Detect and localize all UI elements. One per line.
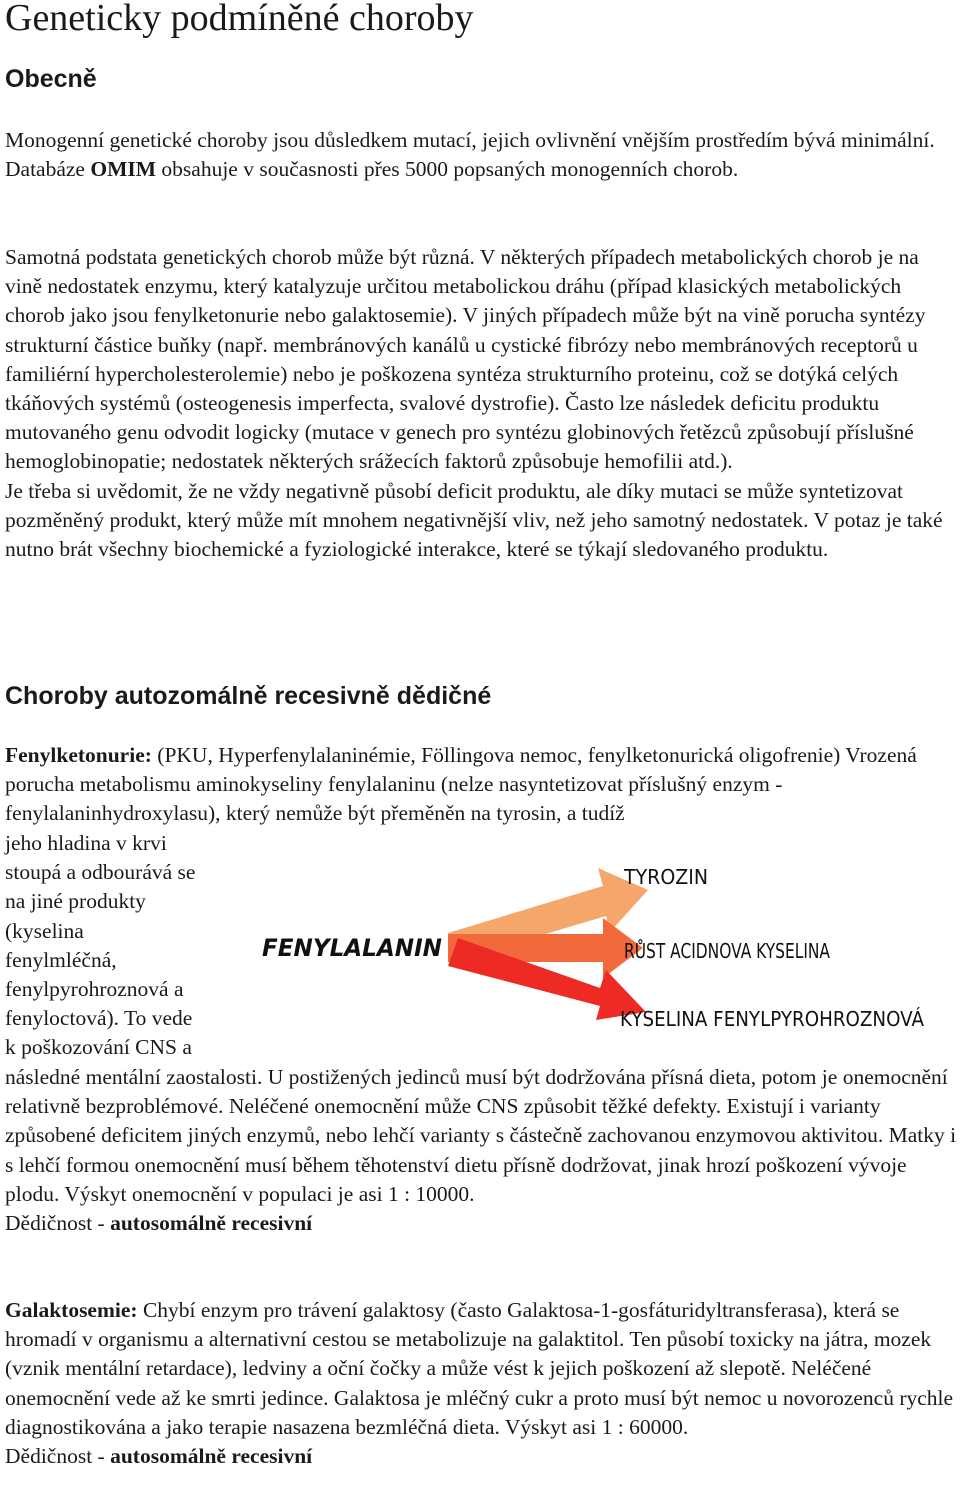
pku-wrap-line: fenylmléčná, bbox=[5, 947, 117, 972]
galactosemia-text: Chybí enzym pro trávení galaktosy (často Galaktosa-1-gosfáturidyltransferasa), která se hromadí v organismu a alternativní cestou se metabolizuje na galaktitol. Ten působí toxicky na játra, mozek (vznik mentální retardace), ledviny a oční čočky a může vést k jejich poškození až slepotě. Neléčené onemocnění vede až ke smrti jedince. Galaktosa je mléčný cukr a proto musí být nemoc u novorozenců rychle diagnostikována a jako terapie nasazena bezmléčná dieta. Výskyt asi 1 : 60000. bbox=[5, 1298, 954, 1439]
pku-wrap-line: fenylpyrohroznová a bbox=[5, 977, 184, 1002]
source-label: FENYLALANIN bbox=[262, 934, 442, 962]
section-heading-autosomal-recessive: Choroby autozomálně recesivně dědičné bbox=[5, 682, 492, 710]
galactosemia-text-block bbox=[5, 1296, 957, 1442]
paragraph-nature-text: Samotná podstata genetických chorob může být různá. V některých případech metabolických chorob je na vině nedostatek enzymu, který katalyzuje určitou metabolickou dráhu (případ klasických metabolických chorob jako jsou fenylketonurie nebo galaktosemie). V jiných případech může být na vině porucha syntézy strukturní částice buňky (např. membránových kanálů u cystické fibrózy nebo membránových receptorů u familiérní hypercholesterolemie) nebo je poškozena syntéza strukturního proteinu, což se dotýká celých tkáňových systémů (osteogenesis imperfecta, svalové dystrofie). Často lze následek deficitu produktu mutovaného genu odvodit logicky (mutace v genech pro syntézu globinových řetězců způsobují příslušné hemoglobinopatie; nedostatek některých srážecích faktorů způsobuje hemofilii atd.). bbox=[5, 245, 926, 474]
paragraph-omim-text-before: Monogenní genetické choroby jsou důsledkem mutací, jejich ovlivnění vnějším prostředím bývá minimální. Databáze bbox=[5, 128, 935, 182]
phenylalanine-metabolism-diagram bbox=[248, 848, 938, 1048]
pku-inheritance-label: Dědičnost - bbox=[5, 1211, 111, 1236]
pku-wrap-line: (kyselina bbox=[5, 918, 84, 943]
paragraph-omim-text-after: obsahuje v současnosti přes 5000 popsaných monogenních chorob. bbox=[156, 157, 739, 182]
galactosemia-inheritance bbox=[5, 1442, 957, 1471]
page-title: Geneticky podmíněné choroby bbox=[5, 0, 474, 39]
pku-wrap-line: stoupá a odbourává se bbox=[5, 860, 196, 885]
section-heading-general: Obecně bbox=[5, 65, 97, 93]
pku-inheritance bbox=[5, 1209, 957, 1238]
paragraph-omim bbox=[5, 126, 957, 184]
paragraph-galactosemia bbox=[5, 1296, 957, 1471]
paragraph-nature bbox=[5, 243, 957, 564]
pku-rest-text: následné mentální zaostalosti. U postižených jedinců musí být dodržována přísná dieta, potom je onemocnění relativně bezproblémové. Neléčené onemocnění může CNS způsobit těžké defekty. Existují i varianty způsobené deficitem jiných enzymů, nebo lehčí varianty s částečně zachovanou enzymovou aktivitou. Matky i s lehčí formou onemocnění musí během těhotenství dietu přísně dodržovat, jinak hrozí poškození vývoje plodu. Výskyt onemocnění v populaci je asi 1 : 10000. bbox=[5, 1065, 957, 1206]
galactosemia-inheritance-value: autosomálně recesivní bbox=[110, 1444, 313, 1469]
omim-term: OMIM bbox=[90, 157, 157, 182]
galactosemia-term: Galaktosemie: bbox=[5, 1298, 138, 1322]
target-label-tyrosine: TYROZIN bbox=[623, 865, 708, 889]
paragraph-negative-effect: Je třeba si uvědomit, že ne vždy negativně působí deficit produktu, ale díky mutaci se může syntetizovat pozměněný produkt, který může mít mnohem negativnější vliv, než jeho samotný nedostatek. V potaz je také nutno brát všechny biochemické a fyziologické interakce, které se týkají sledovaného produktu. bbox=[5, 478, 943, 562]
pku-wrap-line: jeho hladina v krvi bbox=[5, 831, 167, 855]
target-label-phenylpyruvic: KYSELINA FENYLPYROHROZNOVÁ bbox=[620, 1007, 925, 1031]
pku-wrap-line: na jiné produkty bbox=[5, 889, 146, 914]
galactosemia-inheritance-label: Dědičnost - bbox=[5, 1444, 111, 1469]
pku-term: Fenylketonurie: bbox=[5, 743, 152, 767]
pku-wrap-line: k poškozování CNS a bbox=[5, 1035, 192, 1060]
pku-inheritance-value: autosomálně recesivní bbox=[110, 1211, 313, 1236]
pku-wrapped-text bbox=[5, 829, 245, 1063]
target-label-acid: RŮST ACIDNOVA KYSELINA bbox=[624, 939, 831, 963]
pku-intro-text: (PKU, Hyperfenylalaninémie, Föllingova nemoc, fenylketonurická oligofrenie) Vrozená porucha metabolismu aminokyseliny fenylalaninu (nelze nasyntetizovat příslušný enzym - fenylalaninhydroxylasu), který nemůže být přeměněn na tyrosin, a tudíž bbox=[5, 743, 917, 826]
pku-wrap-line: fenyloctová). To vede bbox=[5, 1006, 193, 1031]
paragraph-pku-rest bbox=[5, 1063, 957, 1238]
paragraph-pku-intro bbox=[5, 741, 957, 829]
